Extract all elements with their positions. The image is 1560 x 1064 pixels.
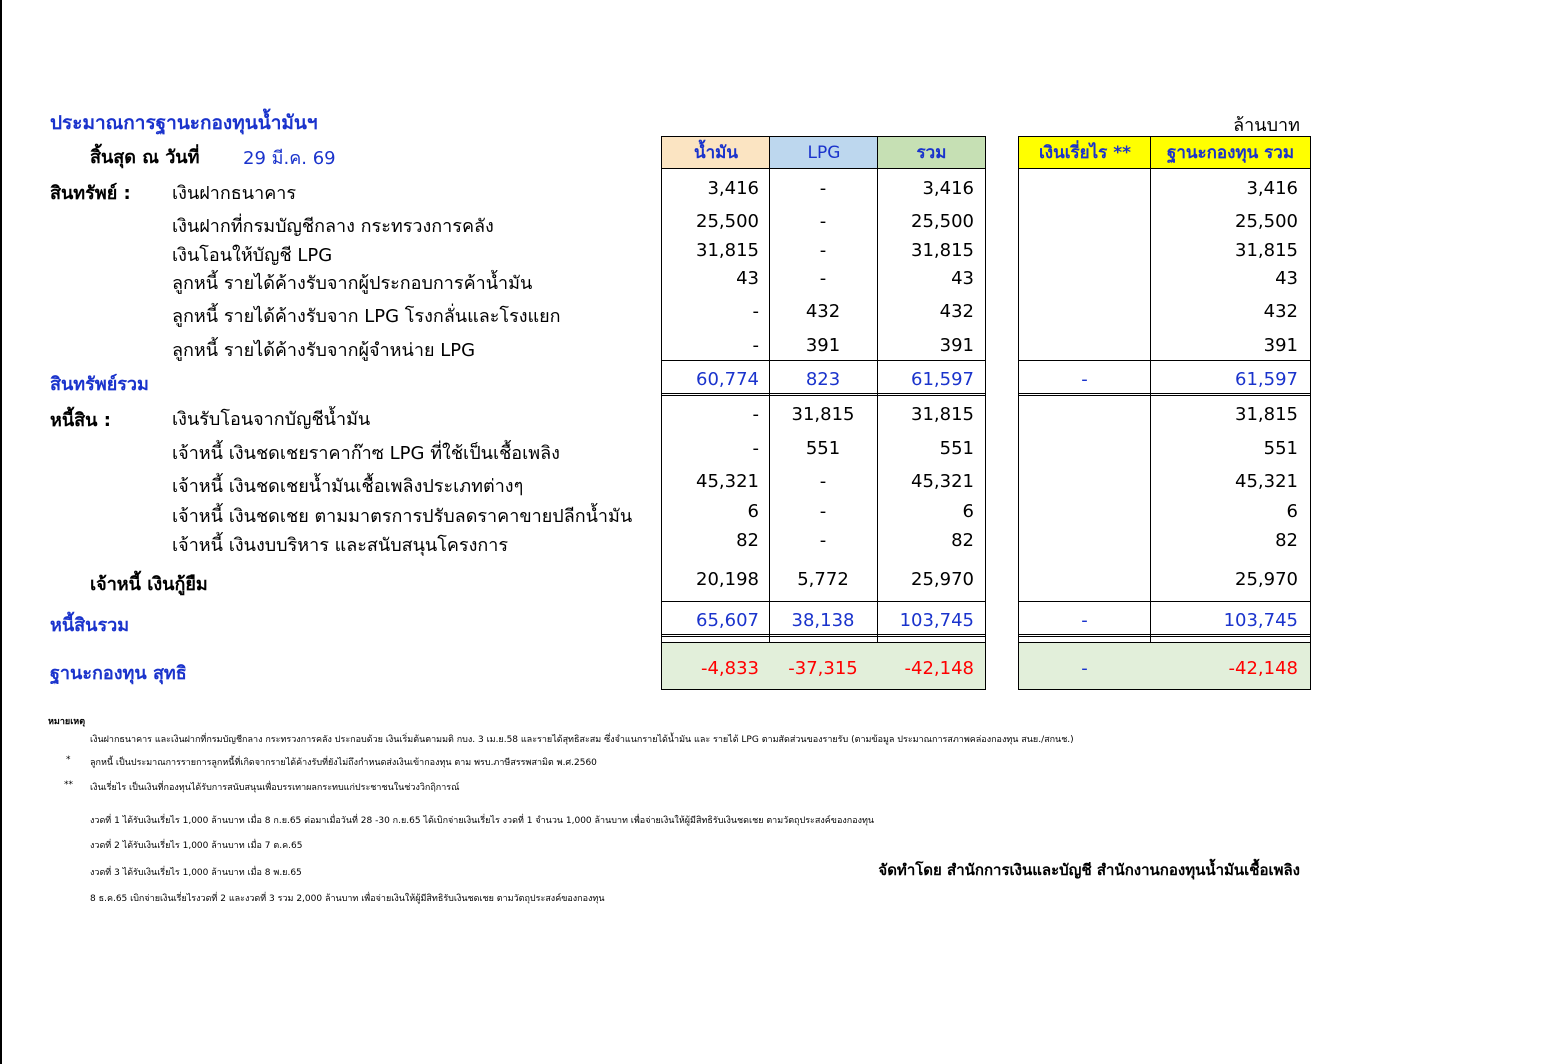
value-total: 551 <box>939 438 974 459</box>
value-total: 25,500 <box>911 211 974 232</box>
value-fund_total: 31,815 <box>1235 240 1298 261</box>
value-total: 43 <box>951 268 974 289</box>
value-oil: 31,815 <box>696 240 759 261</box>
row-label: เงินรับโอนจากบัญชีน้ำมัน <box>172 409 371 430</box>
header-lpg: LPG <box>770 136 878 169</box>
value-oil: 43 <box>736 268 759 289</box>
row-label: เจ้าหนี้ เงินกู้ยืม <box>90 574 208 595</box>
note-line-6: งวดที่ 3 ได้รับเงินเรี่ยไร 1,000 ล้านบาท เมื่อ 8 พ.ย.65 <box>90 868 302 878</box>
value-fund_total: 551 <box>1263 438 1298 459</box>
value-lpg: - <box>819 178 827 199</box>
net-value-loan: - <box>1081 658 1088 679</box>
value-lpg: - <box>819 240 827 261</box>
value-lpg: 551 <box>805 438 841 459</box>
value-total: 3,416 <box>922 178 974 199</box>
value-oil: - <box>752 438 759 459</box>
value-fund_total: 25,970 <box>1235 569 1298 590</box>
value-total: 45,321 <box>911 471 974 492</box>
note-mark-3: ** <box>64 780 73 790</box>
value-fund_total: 391 <box>1263 335 1298 356</box>
note-line-4: งวดที่ 1 ได้รับเงินเรี่ยไร 1,000 ล้านบาท เมื่อ 8 ก.ย.65 ต่อมาเมื่อวันที่ 28 -30 ก.ย.65 ได้เบิกจ่ายเงินเรี่ยไร งวดที่ 1 จำนวน 1,000 ล้านบาท เพื่อจ่ายเงินให้ผู้มีสิทธิรับเงินชดเชย ตามวัตถุประสงค์ของกองทุน <box>90 816 875 826</box>
row-label: ลูกหนี้ รายได้ค้างรับจากผู้จำหน่าย LPG <box>172 340 476 361</box>
value-total: 61,597 <box>911 369 974 390</box>
value-lpg: - <box>819 268 827 289</box>
row-label: เจ้าหนี้ เงินงบบริหาร และสนับสนุนโครงการ <box>172 535 509 556</box>
header-oil: น้ำมัน <box>662 136 770 169</box>
value-lpg: - <box>819 211 827 232</box>
value-oil: 65,607 <box>696 610 759 631</box>
value-oil: 3,416 <box>707 178 759 199</box>
note-line-3: เงินเรี่ยไร เป็นเงินที่กองทุนได้รับการสนับสนุนเพื่อบรรเทาผลกระทบแก่ประชาชนในช่วงวิกฤิการณ์ <box>90 783 460 793</box>
assets-total-label: สินทรัพย์รวม <box>50 374 149 395</box>
assets-section-label: สินทรัพย์ : <box>50 183 131 204</box>
value-lpg: 823 <box>805 369 841 390</box>
net-position-label: ฐานะกองทุน สุทธิ <box>50 663 187 684</box>
note-line-2: ลูกหนี้ เป็นประมาณการรายการลูกหนี้ที่เกิดจากรายได้ค้างรับที่ยังไม่ถึงกำหนดส่งเงินเข้ากองทุน ตาม พรบ.ภาษีสรรพสามิต พ.ศ.2560 <box>90 758 597 768</box>
value-loan: - <box>1081 610 1088 631</box>
row-label: เงินฝากที่กรมบัญชีกลาง กระทรวงการคลัง <box>172 216 494 237</box>
value-oil: 6 <box>747 501 759 522</box>
liabilities-total-label: หนี้สินรวม <box>50 615 130 636</box>
row-label: เจ้าหนี้ เงินชดเชยน้ำมันเชื้อเพลิงประเภทต่างๆ <box>172 476 524 497</box>
value-fund_total: 82 <box>1275 530 1298 551</box>
net-value-total: -42,148 <box>904 658 974 679</box>
net-value-lpg: -37,315 <box>788 658 858 679</box>
value-fund_total: 45,321 <box>1235 471 1298 492</box>
value-fund_total: 25,500 <box>1235 211 1298 232</box>
row-label: เจ้าหนี้ เงินชดเชย ตามมาตรการปรับลดราคาขายปลีกน้ำมัน <box>172 506 633 527</box>
net-value-fund_total: -42,148 <box>1228 658 1298 679</box>
value-total: 103,745 <box>899 610 974 631</box>
value-oil: - <box>752 404 759 425</box>
prepared-by: จัดทำโดย สำนักการเงินและบัญชี สำนักงานกองทุนน้ำมันเชื้อเพลิง <box>878 861 1300 879</box>
left-border-line <box>0 0 2 1064</box>
value-fund_total: 31,815 <box>1235 404 1298 425</box>
value-lpg: 391 <box>805 335 841 356</box>
value-oil: - <box>752 335 759 356</box>
header-loan: เงินเรี่ยไร ** <box>1019 136 1151 169</box>
value-lpg: 5,772 <box>797 569 849 590</box>
net-value-oil: -4,833 <box>700 658 759 679</box>
row-label: ลูกหนี้ รายได้ค้างรับจาก LPG โรงกลั่นและโรงแยก <box>172 306 561 327</box>
value-total: 82 <box>951 530 974 551</box>
value-fund_total: 3,416 <box>1246 178 1298 199</box>
row-label: เงินฝากธนาคาร <box>172 183 297 204</box>
value-fund_total: 43 <box>1275 268 1298 289</box>
value-total: 432 <box>939 301 974 322</box>
value-lpg: - <box>819 530 827 551</box>
unit-label: ล้านบาท <box>1233 115 1300 136</box>
value-lpg: - <box>819 501 827 522</box>
row-label: ลูกหนี้ รายได้ค้างรับจากผู้ประกอบการค้าน้ำมัน <box>172 273 533 294</box>
value-total: 25,970 <box>911 569 974 590</box>
value-lpg: - <box>819 471 827 492</box>
value-oil: - <box>752 301 759 322</box>
value-oil: 20,198 <box>696 569 759 590</box>
value-oil: 45,321 <box>696 471 759 492</box>
report-title: ประมาณการฐานะกองทุนน้ำมันฯ <box>50 112 318 134</box>
header-fund-total: ฐานะกองทุน รวม <box>1151 136 1310 169</box>
end-date-value: 29 มี.ค. 69 <box>243 148 336 169</box>
value-fund_total: 103,745 <box>1223 610 1298 631</box>
value-lpg: 31,815 <box>791 404 855 425</box>
note-mark-2: * <box>66 755 71 765</box>
value-oil: 25,500 <box>696 211 759 232</box>
value-fund_total: 432 <box>1263 301 1298 322</box>
value-loan: - <box>1081 369 1088 390</box>
value-total: 391 <box>939 335 974 356</box>
note-line-7: 8 ธ.ค.65 เบิกจ่ายเงินเรี่ยไรงวดที่ 2 และงวดที่ 3 รวม 2,000 ล้านบาท เพื่อจ่ายเงินให้ผู้มีสิทธิรับเงินชดเชย ตามวัตถุประสงค์ของกองทุน <box>90 894 605 904</box>
row-label: เจ้าหนี้ เงินชดเชยราคาก๊าซ LPG ที่ใช้เป็นเชื้อเพลิง <box>172 443 560 464</box>
value-total: 31,815 <box>911 240 974 261</box>
note-line-1: เงินฝากธนาคาร และเงินฝากที่กรมบัญชีกลาง กระทรวงการคลัง ประกอบด้วย เงินเริ่มต้นตามมติ กบง. 3 เม.ย.58 และรายได้สุทธิสะสม ซึ่งจำแนกรายได้น้ำมัน และ รายได้ LPG ตามสัดส่วนของรายรับ (ตามข้อมูล ประมาณการสภาพคล่องกองทุน สนย./สกนช.) <box>90 735 1074 745</box>
liabilities-section-label: หนี้สิน : <box>50 410 111 431</box>
value-lpg: 38,138 <box>791 610 855 631</box>
value-oil: 82 <box>736 530 759 551</box>
value-oil: 60,774 <box>696 369 759 390</box>
end-date-label: สิ้นสุด ณ วันที่ <box>90 147 200 168</box>
row-label: เงินโอนให้บัญชี LPG <box>172 245 333 266</box>
value-fund_total: 61,597 <box>1235 369 1298 390</box>
value-total: 6 <box>962 501 974 522</box>
note-line-5: งวดที่ 2 ได้รับเงินเรี่ยไร 1,000 ล้านบาท เมื่อ 7 ต.ค.65 <box>90 841 303 851</box>
value-total: 31,815 <box>911 404 974 425</box>
header-total: รวม <box>878 136 985 169</box>
value-fund_total: 6 <box>1286 501 1298 522</box>
value-lpg: 432 <box>805 301 841 322</box>
notes-heading: หมายเหตุ <box>48 717 86 727</box>
